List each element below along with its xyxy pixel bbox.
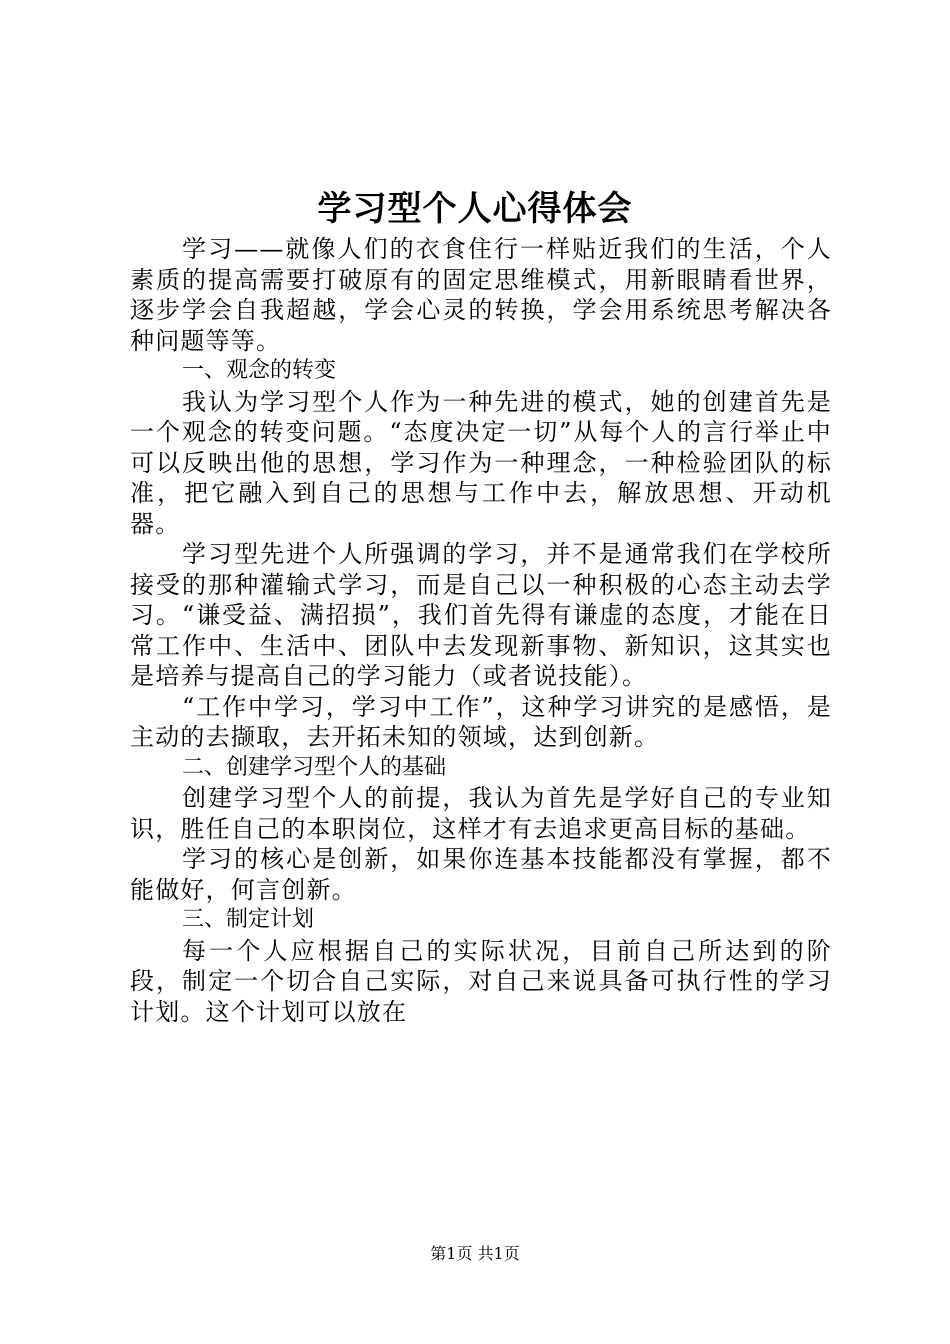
document-body	[130, 234, 832, 1027]
paragraph: 学习型先进个人所强调的学习，并不是通常我们在学校所接受的那种灌输式学习，而是自己以一种积极的心态主动去学习。“谦受益、满招损”，我们首先得有谦虚的态度，才能在日常工作中、生活中、团队中去发现新事物、新知识，这其实也是培养与提高自己的学习能力（或者说技能）。	[130, 540, 832, 690]
paragraph: 学习的核心是创新，如果你连基本技能都没有掌握，都不能做好，何言创新。	[130, 845, 832, 904]
paragraph: 每一个人应根据自己的实际状况，目前自己所达到的阶段，制定一个切合自己实际，对自己来说具备可执行性的学习计划。这个计划可以放在	[130, 936, 832, 1026]
paragraph: 我认为学习型个人作为一种先进的模式，她的创建首先是一个观念的转变问题。“态度决定一切”从每个人的言行举止中可以反映出他的思想，学习作为一种理念，一种检验团队的标准，把它融入到自己的思想与工作中去，解放思想、开动机器。	[130, 387, 832, 538]
section-heading-3: 三、制定计划	[182, 907, 315, 932]
document-title: 学习型个人心得体会	[317, 189, 633, 229]
paragraph: “工作中学习，学习中工作”，这种学习讲究的是感悟，是主动的去撷取，去开拓未知的领域，达到创新。	[130, 692, 832, 751]
paragraph: 创建学习型个人的前提，我认为首先是学好自己的专业知识，胜任自己的本职岗位，这样才有去追求更高目标的基础。	[130, 784, 832, 843]
paragraph-intro: 学习——就像人们的衣食住行一样贴近我们的生活，个人素质的提高需要打破原有的固定思维模式，用新眼睛看世界，逐步学会自我超越，学会心灵的转换，学会用系统思考解决各种问题等等。	[130, 235, 832, 355]
section-heading-1: 一、观念的转变	[182, 358, 337, 383]
page-footer: 第1页 共1页	[430, 1244, 520, 1263]
section-heading-2: 二、创建学习型个人的基础	[182, 754, 447, 780]
